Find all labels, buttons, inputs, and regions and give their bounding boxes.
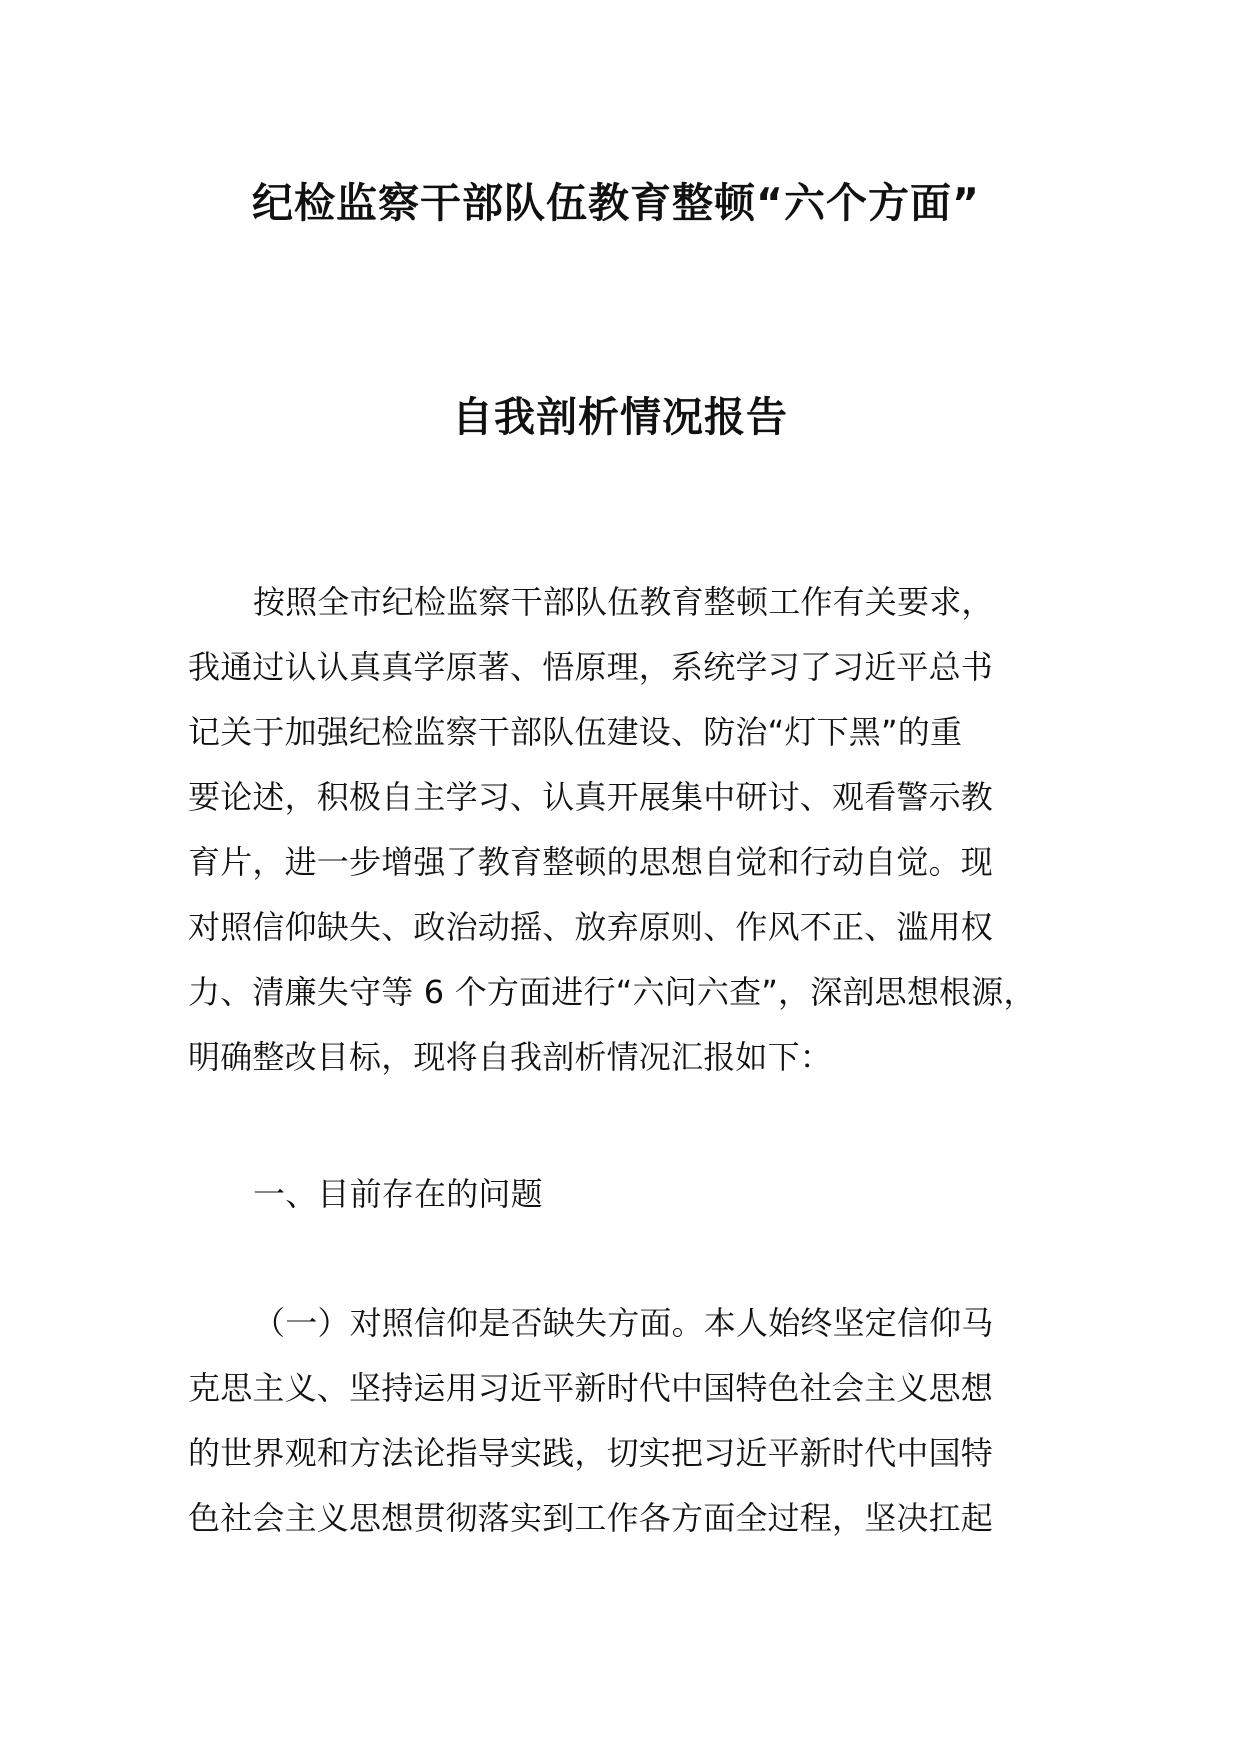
section-heading-text: 一、目前存在的问题: [253, 1175, 543, 1213]
paragraph-line: 色社会主义思想贯彻落实到工作各方面全过程，坚决扛起: [188, 1499, 994, 1537]
paragraph-line: 明确整改目标，现将自我剖析情况汇报如下：: [188, 1038, 833, 1076]
paragraph-line: 的世界观和方法论指导实践，切实把习近平新时代中国特: [188, 1434, 994, 1472]
section-heading: [188, 1162, 1068, 1227]
paragraph-line: 我通过认认真真学原著、悟原理，系统学习了习近平总书: [188, 648, 994, 686]
subsection-paragraph: [188, 1291, 1068, 1551]
paragraph-line: 对照信仰缺失、政治动摇、放弃原则、作风不正、滥用权: [188, 908, 994, 946]
intro-paragraph: [188, 570, 1068, 1090]
paragraph-line: 记关于加强纪检监察干部队伍建设、防治“灯下黑”的重: [188, 713, 963, 751]
paragraph-line: 要论述，积极自主学习、认真开展集中研讨、观看警示教: [188, 778, 994, 816]
paragraph-line: 克思主义、坚持运用习近平新时代中国特色社会主义思想: [188, 1369, 994, 1407]
paragraph-line: 力、清廉失守等 6 个方面进行“六问六查”，深剖思想根源，: [188, 973, 1036, 1011]
paragraph-line: 育片，进一步增强了教育整顿的思想自觉和行动自觉。现: [188, 843, 994, 881]
paragraph-line: （一）对照信仰是否缺失方面。本人始终坚定信仰马: [253, 1304, 994, 1342]
paragraph-line: 按照全市纪检监察干部队伍教育整顿工作有关要求，: [253, 583, 994, 621]
document-title-line-1: 纪检监察干部队伍教育整顿“六个方面”: [252, 179, 980, 227]
document-title-line-2: 自我剖析情况报告: [452, 393, 788, 441]
